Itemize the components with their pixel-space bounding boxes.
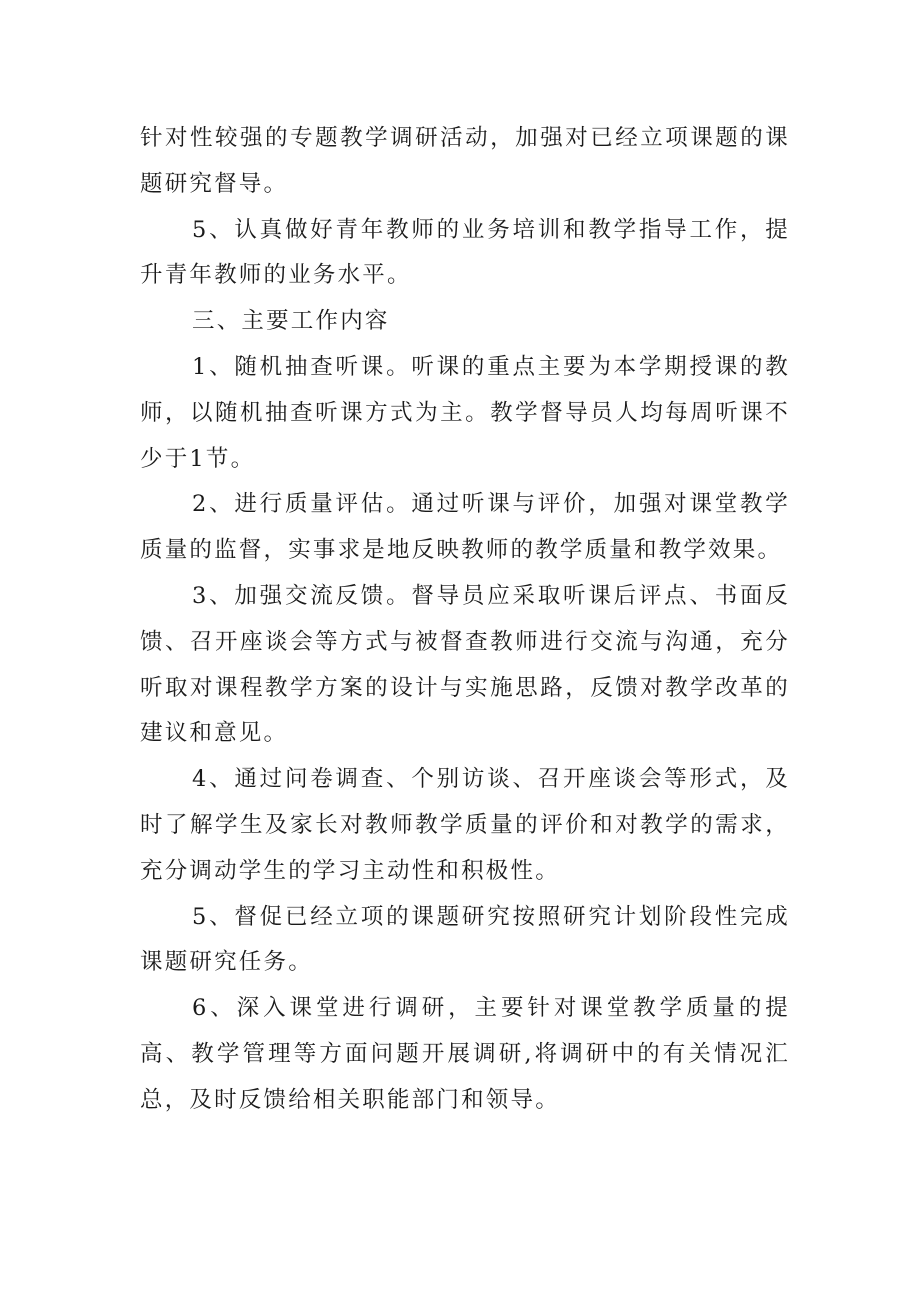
paragraph-item-2-quality-evaluation: 2、进行质量评估。通过听课与评价，加强对课堂教学质量的监督，实事求是地反映教师的教学质量和教学效果。 xyxy=(140,491,790,564)
paragraph-item-3-feedback: 3、加强交流反馈。督导员应采取听课后评点、书面反馈、召开座谈会等方式与被督查教师进行交流与沟通，充分听取对课程教学方案的设计与实施思路，反馈对教学改革的建议和意见。 xyxy=(140,582,790,747)
paragraph-item-4-survey: 4、通过问卷调查、个别访谈、召开座谈会等形式，及时了解学生及家长对教师教学质量的评价和对教学的需求，充分调动学生的学习主动性和积极性。 xyxy=(140,766,790,884)
document-body xyxy=(140,116,790,1124)
paragraph-continuation: 针对性较强的专题教学调研活动，加强对已经立项课题的课题研究督导。 xyxy=(140,125,790,197)
paragraph-item-5-young-teachers: 5、认真做好青年教师的业务培训和教学指导工作，提升青年教师的业务水平。 xyxy=(140,216,790,289)
paragraph-item-1-random-audit: 1、随机抽查听课。听课的重点主要为本学期授课的教师，以随机抽查听课方式为主。教学督导员人均每周听课不少于1节。 xyxy=(140,353,790,472)
paragraph-item-6-classroom-research: 6、深入课堂进行调研，主要针对课堂教学质量的提高、教学管理等方面问题开展调研,将调研中的有关情况汇总，及时反馈给相关职能部门和领导。 xyxy=(140,995,790,1113)
section-heading-main-work: 三、主要工作内容 xyxy=(192,308,390,335)
paragraph-item-5-research-projects: 5、督促已经立项的课题研究按照研究计划阶段性完成课题研究任务。 xyxy=(140,903,790,976)
